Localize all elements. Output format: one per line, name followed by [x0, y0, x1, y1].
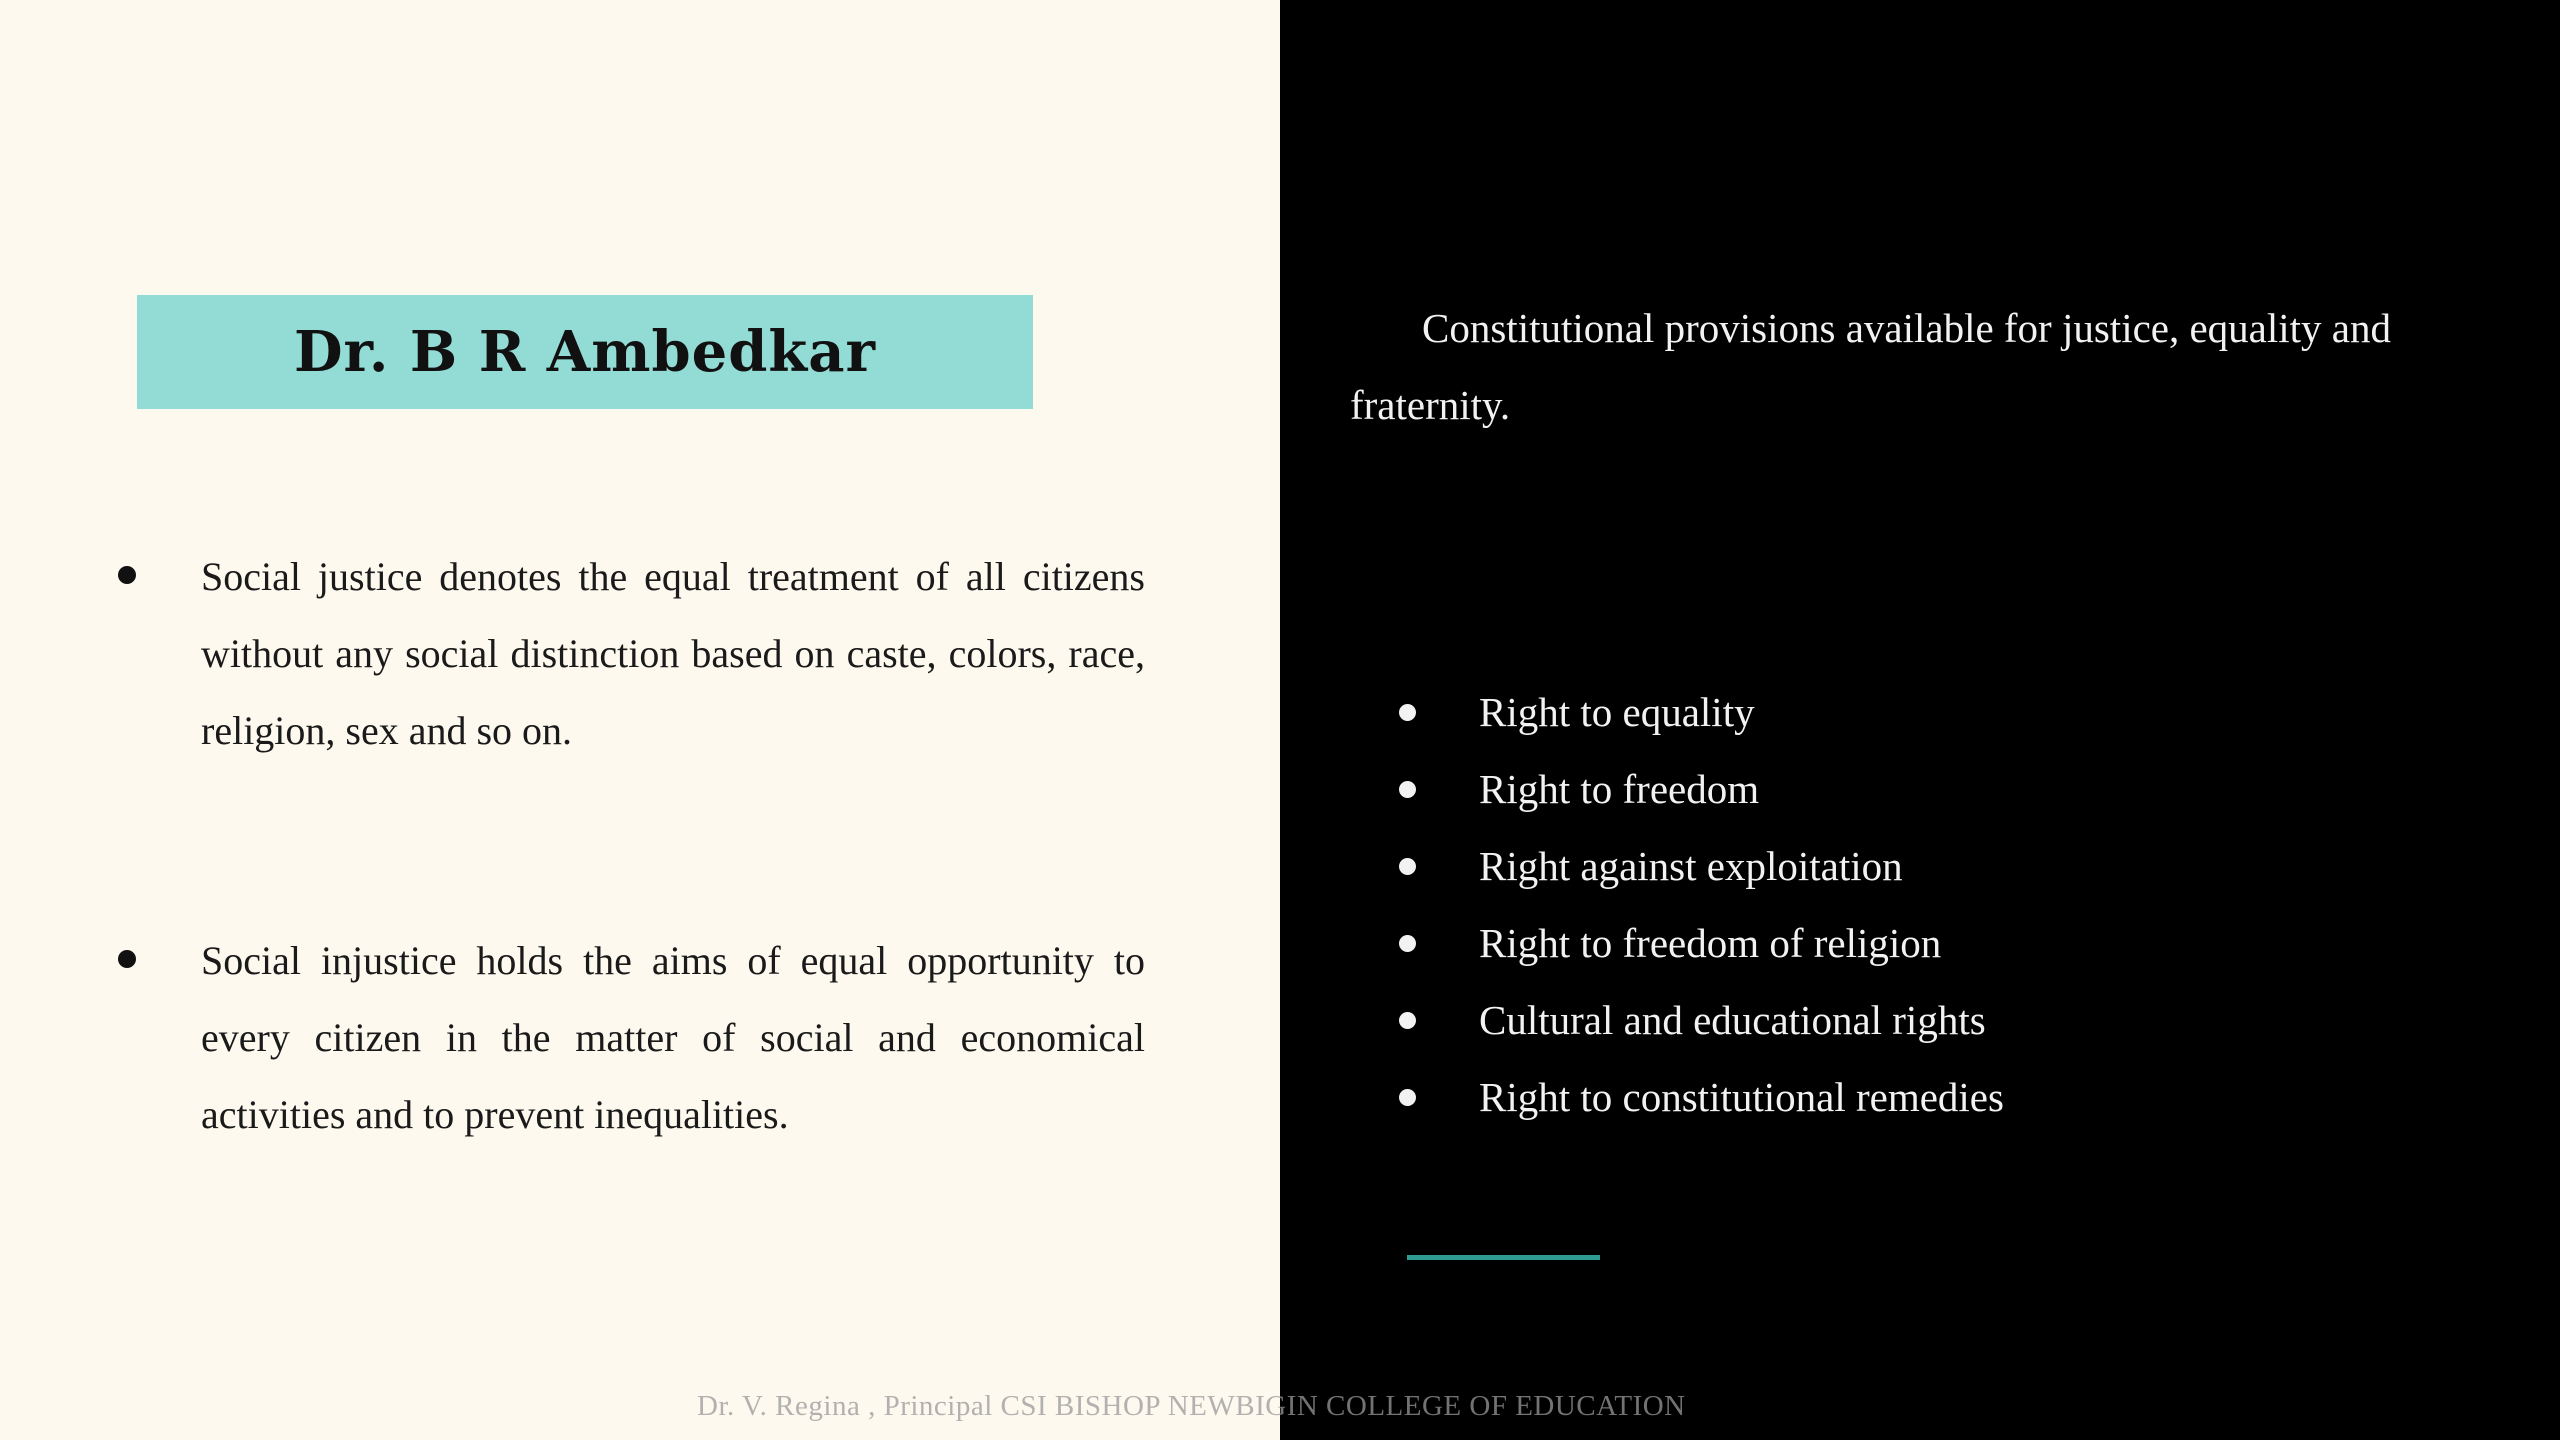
bullet-dot-icon	[118, 566, 136, 584]
bullet-text: Social injustice holds the aims of equal opportunity to every citizen in the matter of social and economical activities and to prevent inequalities.	[201, 938, 1145, 1137]
list-item-label: Right to freedom of religion	[1479, 920, 1942, 966]
constitutional-provisions-intro: Constitutional provisions available for justice, equality and fraternity.	[1350, 305, 2392, 428]
bullet-dot-icon	[118, 950, 136, 968]
bullet-dot-icon	[1399, 781, 1416, 798]
title-box	[137, 295, 1033, 409]
list-item-right-to-equality	[1390, 674, 2004, 751]
list-item-label: Right to freedom	[1479, 766, 1760, 812]
list-item-right-to-constitutional-remedies	[1390, 1059, 2004, 1136]
list-item-label: Right against exploitation	[1479, 843, 1903, 889]
bullet-text: Social justice denotes the equal treatment of all citizens without any social distinction based on caste, colors, race, religion, sex and so on.	[201, 554, 1145, 753]
bullet-dot-icon	[1399, 935, 1416, 952]
rights-list	[1390, 674, 2004, 1136]
bullet-dot-icon	[1399, 704, 1416, 721]
list-item-right-to-freedom-of-religion	[1390, 905, 2004, 982]
list-item-right-against-exploitation	[1390, 828, 2004, 905]
accent-divider-line	[1407, 1255, 1600, 1260]
list-item-right-to-freedom	[1390, 751, 2004, 828]
list-item-label: Right to equality	[1479, 689, 1755, 735]
list-item-cultural-educational-rights	[1390, 982, 2004, 1059]
bullet-dot-icon	[1399, 1089, 1416, 1106]
list-item-label: Cultural and educational rights	[1479, 997, 1986, 1043]
bullet-item-social-injustice	[110, 922, 1145, 1153]
bullet-dot-icon	[1399, 858, 1416, 875]
bullet-item-social-justice	[110, 538, 1145, 769]
bullet-dot-icon	[1399, 1012, 1416, 1029]
slide-footer: Dr. V. Regina , Principal CSI BISHOP NEWBIGIN COLLEGE OF EDUCATION	[697, 1390, 1686, 1422]
list-item-label: Right to constitutional remedies	[1479, 1074, 2004, 1120]
slide-title: Dr. B R Ambedkar	[293, 319, 876, 385]
